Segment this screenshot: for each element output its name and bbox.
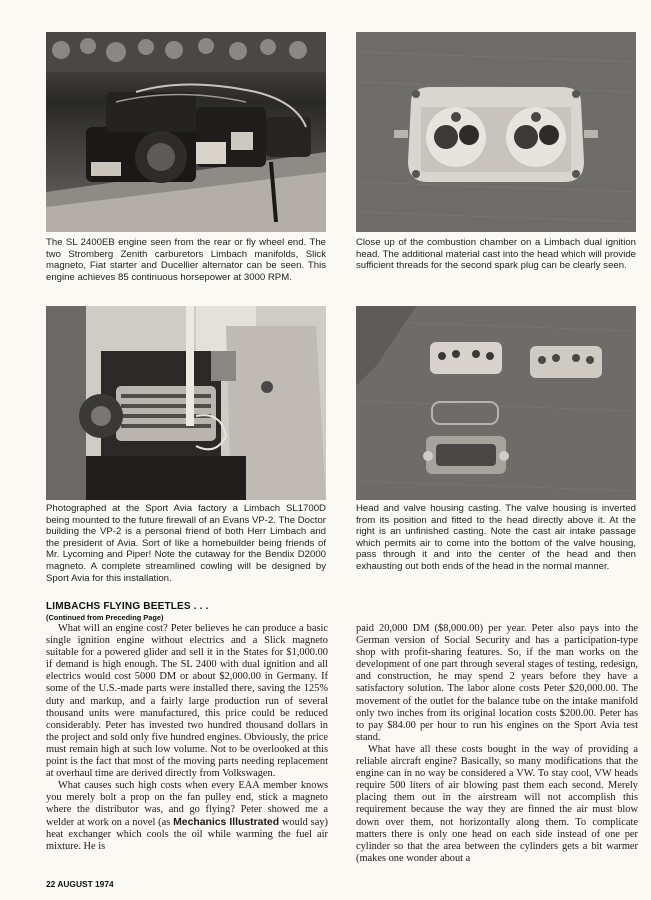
- engine-rear-photo: [46, 32, 326, 232]
- caption-factory-mount: Photographed at the Sport Avia factory a Limbach SL1700D being mounted to the future firewall of an Evans VP-2. The Doctor building the VP-2 is a personal friend of both Herr Limbach and the president of Avia. Sort of like a homebuilder being friends of Mr. Lycoming and Piper! Note the cutaway for the Bendix D2000 magneto. A complete streamlined cowling will be designed by Sport Avia for this installation.: [46, 503, 326, 584]
- caption-engine-rear: The SL 2400EB engine seen from the rear or fly wheel end. The two Stromberg Zenith carburetors Limbach manifolds, Slick magneto, Fiat starter and Ducellier alternator can be seen. This engine achieves 85 continuous horsepower at 3000 RPM.: [46, 237, 326, 283]
- castings-photo-icon: [356, 306, 636, 500]
- article-left-paragraph-1: What will an engine cost? Peter believes he can produce a basic single ignition engine without electrics and a Slick magneto suitable for a powered glider and sell it in the States for $1,000.00 if demand is high enough. The SL 2400 with dual ignition and all electrics would cost 5000 DM or about $2,000.00 in Germany. If some of the U.S.-made parts were installed there, saving the 125% duty and markup, and a fairly large production run of several thousand units were manufactured, this price could be reduced considerably. Peter has invested two hundred thousand dollars in the project and sold only five hundred engines. Obviously, the price must remain high at such low volume. Not to be overlooked at this point is the fact that most of the moving parts needing replacement at overhaul time are derived directly from Volkswagen.: [46, 623, 328, 780]
- article-left-column: [46, 623, 328, 853]
- article-left-paragraph-2-a: What causes such high costs when every EAA member knows you merely bolt a prop on the fan pulley end, stick a magneto where the distributor was, and go flying? Peter showed me a welder at work on a novel (as: [46, 780, 328, 828]
- factory-engine-photo-icon: [46, 306, 326, 500]
- article-right-column: [356, 623, 638, 865]
- article-title: LIMBACHS FLYING BEETLES . . .: [46, 601, 209, 612]
- continued-note: (Continued from Preceding Page): [46, 613, 164, 622]
- article-left-paragraph-2: [46, 780, 328, 853]
- valve-castings-photo: [356, 306, 636, 500]
- caption-combustion-head: Close up of the combustion chamber on a Limbach dual ignition head. The additional material cast into the head which will provide sufficient threads for the second spark plug can be clearly seen.: [356, 237, 636, 272]
- cylinder-head-photo-icon: [356, 32, 636, 232]
- caption-valve-castings: Head and valve housing casting. The valve housing is inverted from its position and fitted to the head directly above it. At the right is an unfinished casting. Note the cast air intake passage which permits air to come into the bottom of the valve housing, pass through it and into the center of the head and then exhausting out both ends of the head in the normal manner.: [356, 503, 636, 572]
- magazine-name: Mechanics Illustrated: [173, 816, 280, 828]
- article-right-paragraph-2: What have all these costs bought in the way of providing a reliable aircraft engine? Basically, so many modifications that the engine can in no way be considered a VW. To stay cool, VW heads require 500 liters of air blowing past them each second. Merely placing them out in the airstream will not accomplish this requirement because the way they are finned the air must blow down over them, not horizontally along them. To complicate matters there is only one head on each side instead of one per cylinder so that the area between the cylinders gets a bit warmer (makes one wonder about a: [356, 743, 638, 864]
- combustion-head-photo: [356, 32, 636, 232]
- page-folio: 22 AUGUST 1974: [46, 879, 114, 889]
- engine-photo-icon: [46, 32, 326, 232]
- factory-mount-photo: [46, 306, 326, 500]
- article-right-paragraph-1: paid 20,000 DM ($8,000.00) per year. Peter also pays into the German version of Social Security and has a participation-type shop with profit-sharing features. So, if the man works on the development of one part through several stages of testing, redesign, and construction, he may spend 2 years before they have a satisfactory solution. The labor alone costs Peter $20,000.00. The movement of the outlet for the balance tube on the intake manifold only two inches from its original location costs $200.00. Peter has to pay $84.00 per hour to run his engines on the Sport Avia test stand.: [356, 623, 638, 743]
- article-left-paragraph-2-b: would say) heat exchanger which cools the oil while warming the fuel air mixture. He is: [46, 816, 328, 852]
